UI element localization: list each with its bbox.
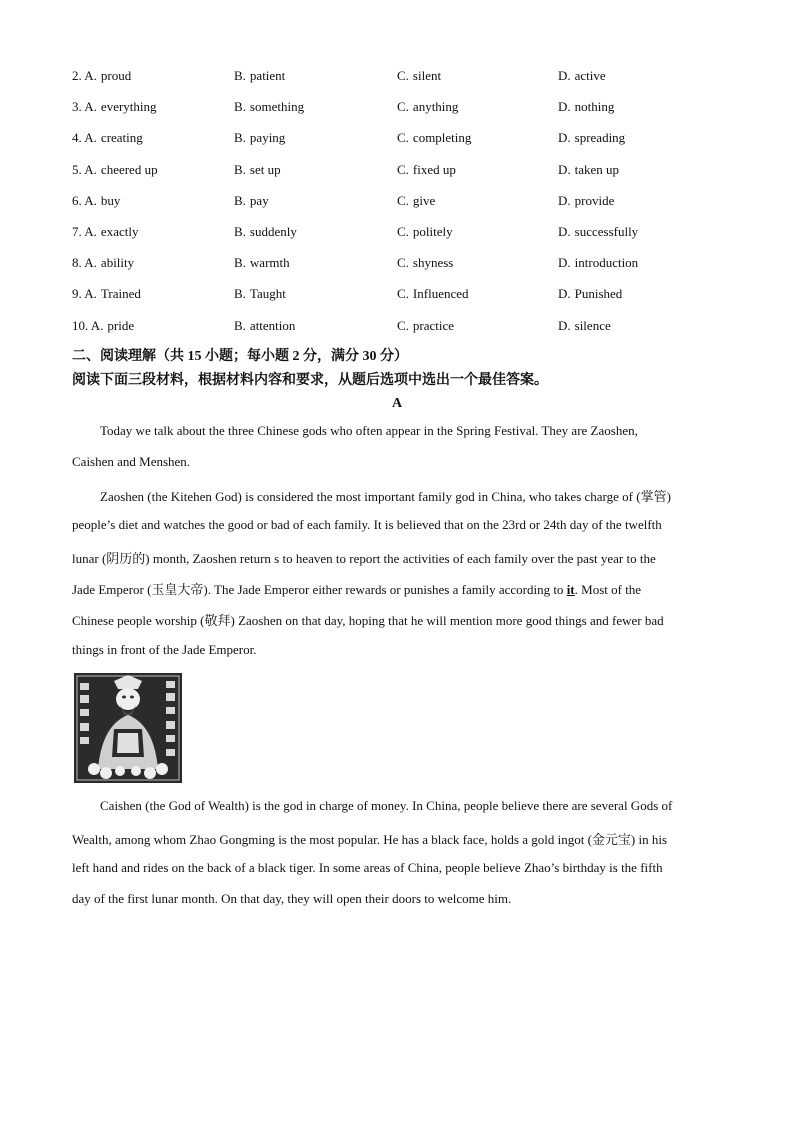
paragraph-line: Today we talk about the three Chinese gods who often appear in the Spring Festival. They are Zaoshen, <box>100 423 638 438</box>
option-b <box>234 255 290 271</box>
option-text: attention <box>249 318 296 333</box>
option-row <box>0 99 794 119</box>
option-text: pride <box>107 318 135 333</box>
option-text: Trained <box>100 286 141 301</box>
paragraph-line: day of the first lunar month. On that day, they will open their doors to welcome him. <box>72 891 512 906</box>
paragraph-line: Chinese people worship (敬拜) Zaoshen on that day, hoping that he will mention more good things and fewer bad <box>72 613 664 628</box>
option-label: 3. A. <box>72 99 97 114</box>
option-label: C. <box>397 224 409 239</box>
option-a <box>72 318 134 334</box>
option-text: pay <box>249 193 269 208</box>
option-label: C. <box>397 68 409 83</box>
option-text: everything <box>100 99 157 114</box>
option-b <box>234 130 285 146</box>
option-label: B. <box>234 130 246 145</box>
option-a <box>72 130 143 146</box>
option-b <box>234 193 269 209</box>
zaoshen-woodcut-image <box>74 673 182 783</box>
option-a <box>72 162 158 178</box>
option-row <box>0 193 794 213</box>
option-b <box>234 286 286 302</box>
option-label: D. <box>558 318 571 333</box>
section-instruction: 阅读下面三段材料，根据材料内容和要求，从题后选项中选出一个最佳答案。 <box>72 373 548 388</box>
option-c <box>397 224 453 240</box>
option-text: completing <box>412 130 472 145</box>
option-text: cheered up <box>100 162 158 177</box>
option-text: suddenly <box>249 224 297 239</box>
option-text: Influenced <box>412 286 469 301</box>
option-d <box>558 68 606 84</box>
option-row <box>0 224 794 244</box>
option-label: D. <box>558 130 571 145</box>
option-c <box>397 68 441 84</box>
paragraph-line: left hand and rides on the back of a black tiger. In some areas of China, people believe Zhao’s birthday is the fifth <box>72 860 663 875</box>
option-c <box>397 130 471 146</box>
option-c <box>397 286 469 302</box>
option-text: set up <box>249 162 281 177</box>
option-d <box>558 193 614 209</box>
option-d <box>558 286 622 302</box>
option-label: 4. A. <box>72 130 97 145</box>
line-text: . Most of the <box>574 582 642 597</box>
option-text: warmth <box>249 255 290 270</box>
option-a <box>72 224 138 240</box>
option-label: 8. A. <box>72 255 97 270</box>
option-text: practice <box>412 318 455 333</box>
option-c <box>397 255 453 271</box>
option-text: successfully <box>574 224 639 239</box>
section-title: 二、阅读理解（共 15 小题；每小题 2 分，满分 30 分） <box>72 349 408 364</box>
option-a <box>72 255 134 271</box>
option-label: B. <box>234 318 246 333</box>
option-text: politely <box>412 224 453 239</box>
option-label: 5. A. <box>72 162 97 177</box>
option-text: paying <box>249 130 286 145</box>
option-label: C. <box>397 255 409 270</box>
underlined-word-it: it <box>566 582 575 597</box>
option-label: C. <box>397 318 409 333</box>
option-b <box>234 162 281 178</box>
paragraph-line: Wealth, among whom Zhao Gongming is the most popular. He has a black face, holds a gold ingot (金元宝) in his <box>72 832 668 847</box>
option-label: D. <box>558 224 571 239</box>
option-label: C. <box>397 162 409 177</box>
option-label: D. <box>558 162 571 177</box>
option-a <box>72 286 141 302</box>
paragraph-line: lunar (阴历的) month, Zaoshen return s to heaven to report the activities of each family over the past year to the <box>72 551 656 566</box>
option-text: Taught <box>249 286 286 301</box>
option-b <box>234 99 304 115</box>
option-label: D. <box>558 286 571 301</box>
option-text: silence <box>574 318 611 333</box>
line-text: Jade Emperor (玉皇大帝). The Jade Emperor either rewards or punishes a family according to <box>72 582 567 597</box>
option-text: proud <box>100 68 132 83</box>
option-label: D. <box>558 99 571 114</box>
paragraph-line: Zaoshen (the Kitehen God) is considered the most important family god in China, who takes charge of (掌管) <box>100 489 671 504</box>
option-text: nothing <box>574 99 615 114</box>
option-label: B. <box>234 68 246 83</box>
option-label: D. <box>558 255 571 270</box>
option-d <box>558 130 625 146</box>
option-label: D. <box>558 193 571 208</box>
option-c <box>397 318 454 334</box>
paragraph-line <box>72 579 712 598</box>
option-label: 9. A. <box>72 286 97 301</box>
option-a <box>72 193 120 209</box>
option-label: 7. A. <box>72 224 97 239</box>
option-label: 2. A. <box>72 68 97 83</box>
option-label: B. <box>234 193 246 208</box>
option-b <box>234 68 285 84</box>
option-a <box>72 99 157 115</box>
option-a <box>72 68 131 84</box>
option-text: buy <box>100 193 121 208</box>
option-label: C. <box>397 193 409 208</box>
option-row <box>0 255 794 275</box>
option-row <box>0 286 794 306</box>
paragraph-line: things in front of the Jade Emperor. <box>72 642 257 657</box>
option-label: C. <box>397 286 409 301</box>
option-text: shyness <box>412 255 454 270</box>
paragraph-line: Caishen (the God of Wealth) is the god in charge of money. In China, people believe there are several Gods of <box>100 798 673 813</box>
option-row <box>0 68 794 88</box>
option-d <box>558 99 614 115</box>
option-b <box>234 318 295 334</box>
option-text: provide <box>574 193 615 208</box>
option-label: B. <box>234 286 246 301</box>
option-text: fixed up <box>412 162 456 177</box>
option-text: Punished <box>574 286 623 301</box>
option-label: 10. A. <box>72 318 104 333</box>
paragraph-line: people’s diet and watches the good or bad of each family. It is believed that on the 23rd or 24th day of the twelfth <box>72 517 662 532</box>
option-label: B. <box>234 255 246 270</box>
option-d <box>558 162 619 178</box>
option-text: silent <box>412 68 442 83</box>
option-label: D. <box>558 68 571 83</box>
option-text: something <box>249 99 305 114</box>
option-text: creating <box>100 130 143 145</box>
option-label: B. <box>234 224 246 239</box>
option-d <box>558 318 611 334</box>
paragraph-line: Caishen and Menshen. <box>72 454 191 469</box>
option-label: B. <box>234 162 246 177</box>
option-row <box>0 162 794 182</box>
option-text: patient <box>249 68 286 83</box>
option-row <box>0 130 794 150</box>
option-c <box>397 162 456 178</box>
option-text: anything <box>412 99 459 114</box>
option-d <box>558 224 638 240</box>
option-c <box>397 99 458 115</box>
option-text: introduction <box>574 255 639 270</box>
option-text: active <box>574 68 606 83</box>
option-text: ability <box>100 255 135 270</box>
option-label: C. <box>397 130 409 145</box>
option-b <box>234 224 297 240</box>
option-label: 6. A. <box>72 193 97 208</box>
option-text: exactly <box>100 224 139 239</box>
option-text: give <box>412 193 436 208</box>
option-label: C. <box>397 99 409 114</box>
option-c <box>397 193 435 209</box>
option-text: spreading <box>574 130 626 145</box>
option-row <box>0 318 794 338</box>
passage-letter: A <box>391 396 403 411</box>
option-text: taken up <box>574 162 620 177</box>
option-label: B. <box>234 99 246 114</box>
option-d <box>558 255 638 271</box>
